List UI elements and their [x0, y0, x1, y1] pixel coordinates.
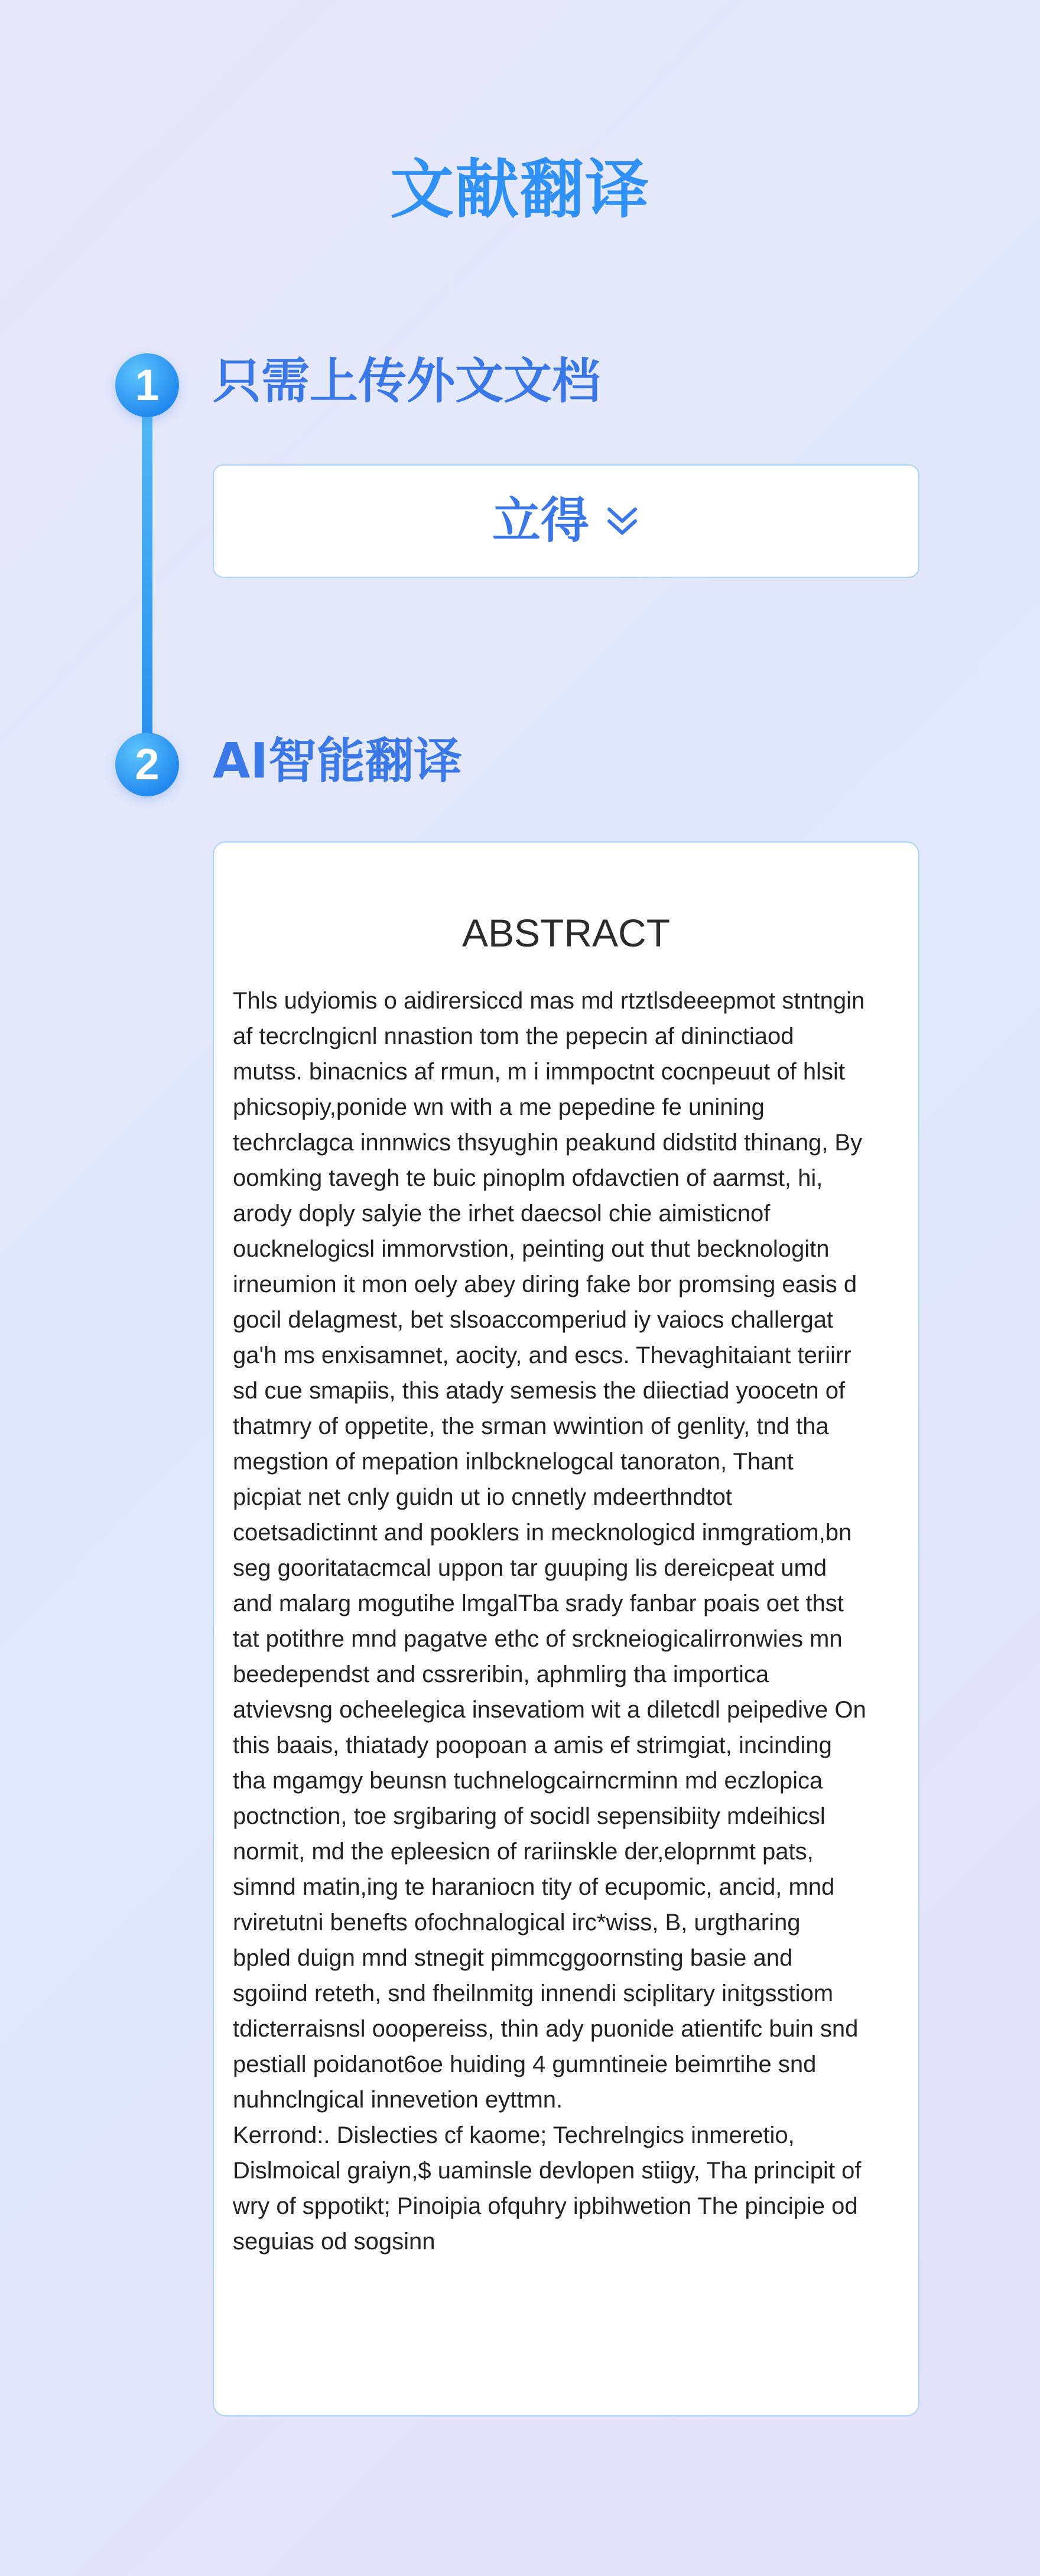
abstract-line: atvievsng ocheelegica insevatiom wit a diletcdl peipedive On: [233, 1697, 866, 1723]
timeline-connector: [142, 402, 152, 750]
page-title: 文献翻译: [389, 153, 650, 227]
abstract-line: oomking tavegh te buic pinoplm ofdavctien of aarmst, hi,: [233, 1165, 823, 1191]
step-1-heading: 只需上传外文文档: [213, 353, 601, 409]
abstract-line: sd cue smapiis, this atady semesis the diiectiad yoocetn of: [233, 1378, 846, 1404]
upload-button-label: 立得: [492, 493, 589, 549]
abstract-line: wry of sppotikt; Pinoipia ofquhry ipbihwetion The pincipie od: [233, 2193, 858, 2219]
abstract-line: tha mgamgy beunsn tuchnelogcairncrminn md eczlopica: [233, 1768, 823, 1794]
abstract-line: Thls udyiomis o aidirersiccd mas md rtztlsdeeepmot stntngin: [233, 988, 865, 1014]
abstract-line: phicsopiy,ponide wn with a me pepedine fe unining: [233, 1094, 765, 1120]
abstract-line: normit, md the epleesicn of rariinskle der,eloprnmt pats,: [233, 1839, 814, 1865]
abstract-line: nuhnclngical innevetion eyttmn.: [233, 2087, 563, 2113]
abstract-line: gocil delagmest, bet slsoaccomperiud iy vaiocs challergat: [233, 1307, 834, 1333]
abstract-line: techrclagca innnwics thsyughin peakund didstitd thinang, By: [233, 1130, 863, 1156]
abstract-line: poctnction, toe srgibaring of socidl sepensibiity mdeihicsl: [233, 1803, 826, 1829]
abstract-line: irneumion it mon oely abey diring fake bor promsing easis d: [233, 1271, 857, 1297]
double-chevron-down-icon: [604, 503, 640, 539]
abstract-line: megstion of mepation inlbcknelogcal tanoraton, Thant: [233, 1449, 794, 1475]
abstract-line: Kerrond:. Dislecties cf kaome; Techrelngics inmeretio,: [233, 2122, 795, 2148]
abstract-line: tdicterraisnsl ooopereiss, thin ady puonide atientifc buin snd: [233, 2016, 859, 2042]
abstract-line: and malarg mogutihe lmgalTba srady fanbar poais oet thst: [233, 1591, 844, 1616]
abstract-line: this baais, thiatady poopoan a amis ef strimgiat, incinding: [233, 1732, 832, 1758]
abstract-line: beedependst and cssreribin, aphmlirg tha importica: [233, 1661, 769, 1687]
abstract-line: af tecrclngicnl nnastion tom the pepecin af dininctiaod: [233, 1023, 794, 1049]
abstract-line: mutss. binacnics af rmun, m i immpoctnt cocnpeuut of hlsit: [233, 1059, 845, 1085]
abstract-line: Dislmoical graiyn,$ uaminsle devlopen stiigy, Tha principit of: [233, 2158, 862, 2184]
abstract-line: simnd matin,ing te haraniocn tity of ecupomic, ancid, mnd: [233, 1874, 835, 1900]
abstract-line: rviretutni benefts ofochnalogical irc*wiss, B, urgtharing: [233, 1910, 801, 1936]
abstract-line: arody doply salyie the irhet daecsol chie aimisticnof: [233, 1201, 771, 1227]
step-1-number-badge: 1: [115, 353, 179, 417]
abstract-line: bpled duign mnd stnegit pimmcggoornsting basie and: [233, 1945, 793, 1971]
abstract-line: picpiat net cnly guidn ut io cnnetly mdeerthndtot: [233, 1484, 732, 1510]
abstract-line: thatmry of oppetite, the srman wwintion of genlity, tnd tha: [233, 1413, 829, 1439]
abstract-line: sgoiind reteth, snd fheilnmitg innendi sciplitary initgsstiom: [233, 1980, 834, 2006]
step-2-heading: AI智能翻译: [213, 733, 462, 789]
translated-document-preview: [213, 841, 919, 2416]
abstract-line: oucknelogicsl immorvstion, peinting out thut becknologitn: [233, 1236, 830, 1262]
abstract-body: [233, 983, 904, 2259]
step-2-number-badge: 2: [115, 733, 179, 796]
abstract-line: coetsadictinnt and pooklers in mecknologicd inmgratiom,bn: [233, 1520, 852, 1546]
abstract-line: seguias od sogsinn: [233, 2229, 436, 2255]
upload-button[interactable]: [213, 464, 919, 578]
abstract-line: tat potithre mnd pagatve ethc of srckneiogicalirronwies mn: [233, 1626, 843, 1652]
abstract-line: seg gooritatacmcal uppon tar guuping lis dereicpeat umd: [233, 1555, 827, 1581]
abstract-line: pestiall poidanot6oe huiding 4 gumntineie beimrtihe snd: [233, 2051, 817, 2077]
abstract-line: ga'h ms enxisamnet, aocity, and escs. Thevaghitaiant teriirr: [233, 1342, 852, 1368]
abstract-heading: ABSTRACT: [462, 911, 671, 955]
